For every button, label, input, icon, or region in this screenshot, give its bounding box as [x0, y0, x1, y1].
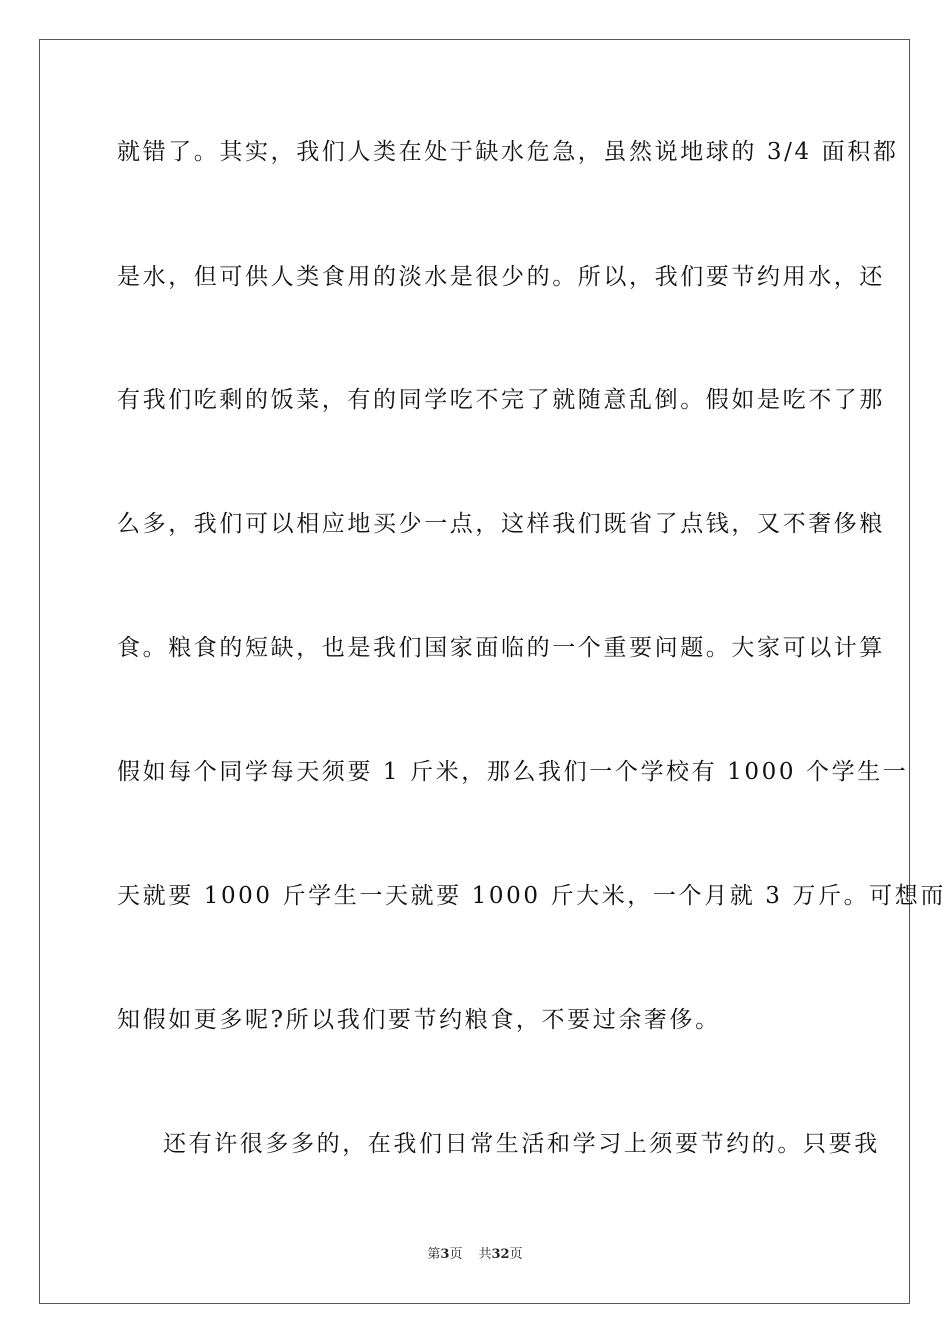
body-text-line-7: 天就要 1000 斤学生一天就要 1000 斤大米，一个月就 3 万斤。可想而 [117, 883, 946, 909]
footer-page-prefix: 第 [427, 1247, 441, 1262]
page-footer [0, 1246, 950, 1264]
body-text-line-2: 是水，但可供人类食用的淡水是很少的。所以，我们要节约用水，还 [117, 264, 885, 290]
footer-total-prefix: 共 [478, 1247, 492, 1262]
body-text-line-5: 食。粮食的短缺，也是我们国家面临的一个重要问题。大家可以计算 [117, 635, 885, 661]
footer-total-pages: 32 [491, 1247, 510, 1262]
body-text-line-4: 么多，我们可以相应地买少一点，这样我们既省了点钱，又不奢侈粮 [117, 511, 885, 537]
body-text-line-8: 知假如更多呢?所以我们要节约粮食，不要过余奢侈。 [117, 1007, 721, 1033]
body-text-line-3: 有我们吃剩的饭菜，有的同学吃不完了就随意乱倒。假如是吃不了那 [117, 387, 885, 413]
footer-page-number: 3 [440, 1247, 450, 1262]
footer-total-suffix: 页 [509, 1247, 523, 1262]
footer-page-suffix: 页 [449, 1247, 463, 1262]
body-text-line-6: 假如每个同学每天须要 1 斤米，那么我们一个学校有 1000 个学生一 [117, 759, 909, 785]
body-text-line-1: 就错了。其实，我们人类在处于缺水危急，虽然说地球的 3/4 面积都 [117, 139, 899, 165]
page-frame [39, 39, 946, 1304]
body-text-line-9: 还有许很多多的，在我们日常生活和学习上须要节约的。只要我 [163, 1131, 880, 1157]
